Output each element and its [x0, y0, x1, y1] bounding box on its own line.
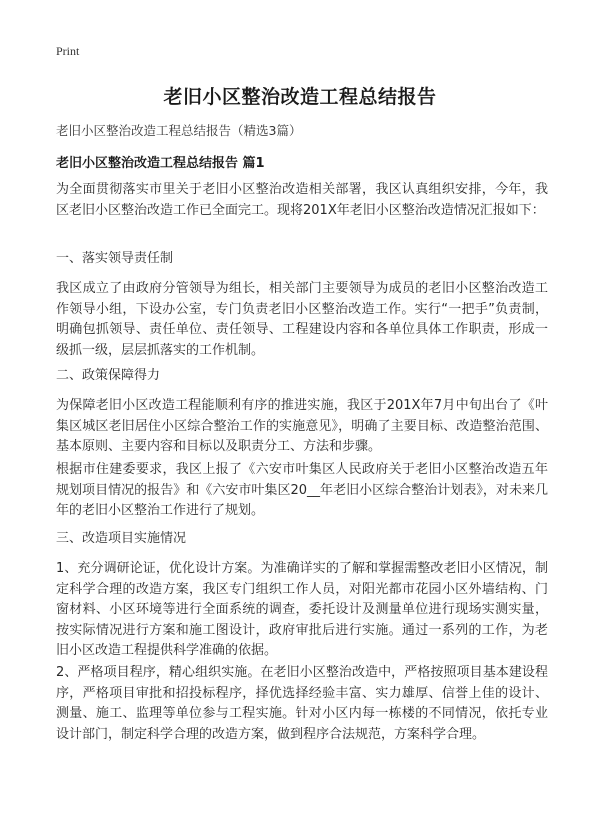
section-heading: 老旧小区整治改造工程总结报告 篇1: [56, 156, 265, 171]
heading-implementation: 三、改造项目实施情况: [56, 531, 187, 546]
policy-paragraph: 为保障老旧小区改造工程能顺利有序的推进实施，我区于201X年7月中旬出台了《叶集区城区老旧居住小区综合整治工作的实施意见》，明确了主要目标、改造整治范围、基本原则、主要内容和目标以及职责分工、方法和步骤。: [56, 398, 548, 454]
procedure-paragraph: 2、严格项目程序，精心组织实施。在老旧小区整治改造中，严格按照项目基本建设程序，严格项目审批和招投标程序，择优选择经验丰富、实力雄厚、信誉上佳的设计、测量、施工、监理等单位参与工程实施。针对小区内每一栋楼的不同情况，依托专业设计部门，制定科学合理的改造方案，做到程序合法规范，方案科学合理。: [56, 665, 548, 742]
intro-paragraph: 为全面贯彻落实市里关于老旧小区整治改造相关部署，我区认真组织安排，今年，我区老旧小区整治改造工作已全面完工。现将201X年老旧小区整治改造情况汇报如下：: [56, 182, 548, 218]
plan-paragraph: 根据市住建委要求，我区上报了《六安市叶集区人民政府关于老旧小区整治改造五年规划项目情况的报告》和《六安市叶集区20__年老旧小区综合整治计划表》，对未来几年的老旧小区整治工作进行了规划。: [56, 462, 548, 518]
document-subtitle: 老旧小区整治改造工程总结报告（精选3篇）: [56, 123, 302, 138]
survey-paragraph: 1、充分调研论证，优化设计方案。为准确详实的了解和掌握需整改老旧小区情况，制定科学合理的改造方案，我区专门组织工作人员，对阳光都市花园小区外墙结构、门窗材料、小区环境等进行全面系统的调查，委托设计及测量单位进行现场实测实量，按实际情况进行方案和施工图设计，政府审批后进行实施。通过一系列的工作，为老旧小区改造工程提供科学准确的依据。: [56, 561, 548, 658]
document-title: 老旧小区整治改造工程总结报告: [163, 86, 437, 108]
print-link[interactable]: Print: [56, 44, 80, 58]
heading-leadership: 一、落实领导责任制: [56, 251, 174, 266]
heading-policy: 二、政策保障得力: [56, 368, 161, 383]
leadership-paragraph: 我区成立了由政府分管领导为组长，相关部门主要领导为成员的老旧小区整治改造工作领导小组，下设办公室，专门负责老旧小区整治改造工作。实行“一把手”负责制，明确包抓领导、责任单位、责任领导、工程建设内容和各单位具体工作职责，形成一级抓一级，层层抓落实的工作机制。: [56, 281, 548, 358]
